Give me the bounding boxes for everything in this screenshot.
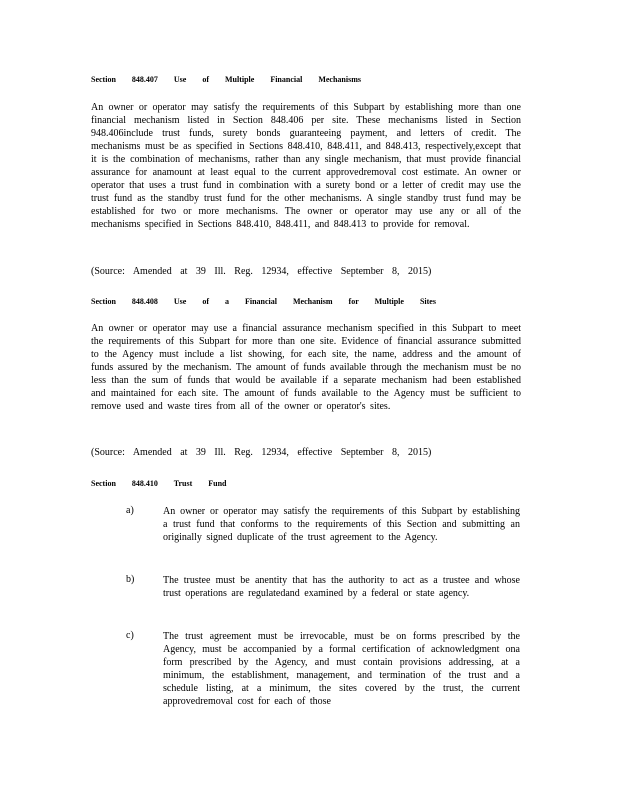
section-848-408-heading: Section 848.408 Use of a Financial Mechanism for Multiple Sites	[91, 297, 436, 306]
item-label: b)	[126, 574, 135, 585]
section-848-408-source: (Source: Amended at 39 Ill. Reg. 12934, effective September 8, 2015)	[91, 447, 432, 458]
item-label: a)	[126, 505, 134, 516]
section-848-408-body: An owner or operator may use a financial assurance mechanism specified in this Subpart to meet the requirements of this Subpart for more than one site. Evidence of financial assurance submitted to the Agency must include a list showing, for each site, the name, address and the amount of funds assured by the mechanism. The amount of funds available through the mechanism must be no less than the sum of funds that would be available if a separate mechanism had been established and maintained for each site. The amount of funds available to the Agency must be sufficient to remove used and waste tires from all of the owner or operator's sites.	[91, 323, 521, 412]
item-text: The trustee must be anentity that has the authority to act as a trustee and whose trust operations are regulatedand examined by a federal or state agency.	[163, 575, 520, 599]
section-848-407-body: An owner or operator may satisfy the requirements of this Subpart by establishing more than one financial mechanism listed in Section 848.406 per site. These mechanisms listed in Section 948.406include trust funds, surety bonds guaranteeing payment, and letters of credit. The mechanisms must be as specified in Sections 848.410, 848.411, and 848.413, respectively,except that it is the combination of mechanisms, rather than any single mechanism, that must provide financial assurance for anamount at least equal to the current approvedremoval cost estimate. An owner or operator that uses a trust fund in combination with a surety bond or a letter of credit may use the trust fund as the standby trust fund for the other mechanisms. A single standby trust fund may be established for two or more mechanisms. The owner or operator may use any or all of the mechanisms specified in Sections 848.410, 848.411, and 848.413 to provide for removal.	[91, 102, 521, 230]
item-label: c)	[126, 630, 134, 641]
section-848-407-heading: Section 848.407 Use of Multiple Financial Mechanisms	[91, 75, 361, 84]
item-text: An owner or operator may satisfy the requirements of this Subpart by establishing a trust fund that conforms to the requirements of this Section and submitting an originally signed duplicate of the trust agreement to the Agency.	[163, 506, 520, 543]
section-848-410-heading: Section 848.410 Trust Fund	[91, 479, 227, 488]
item-text: The trust agreement must be irrevocable, must be on forms prescribed by the Agency, must be accompanied by a formal certification of acknowledgment ona form prescribed by the Agency, and must contain provisions addressing, at a minimum, the establishment, management, and termination of the trust and a schedule listing, at a minimum, the sites covered by the trust, the current approvedremoval cost for each of those	[163, 631, 520, 707]
section-848-407-source: (Source: Amended at 39 Ill. Reg. 12934, effective September 8, 2015)	[91, 266, 432, 277]
